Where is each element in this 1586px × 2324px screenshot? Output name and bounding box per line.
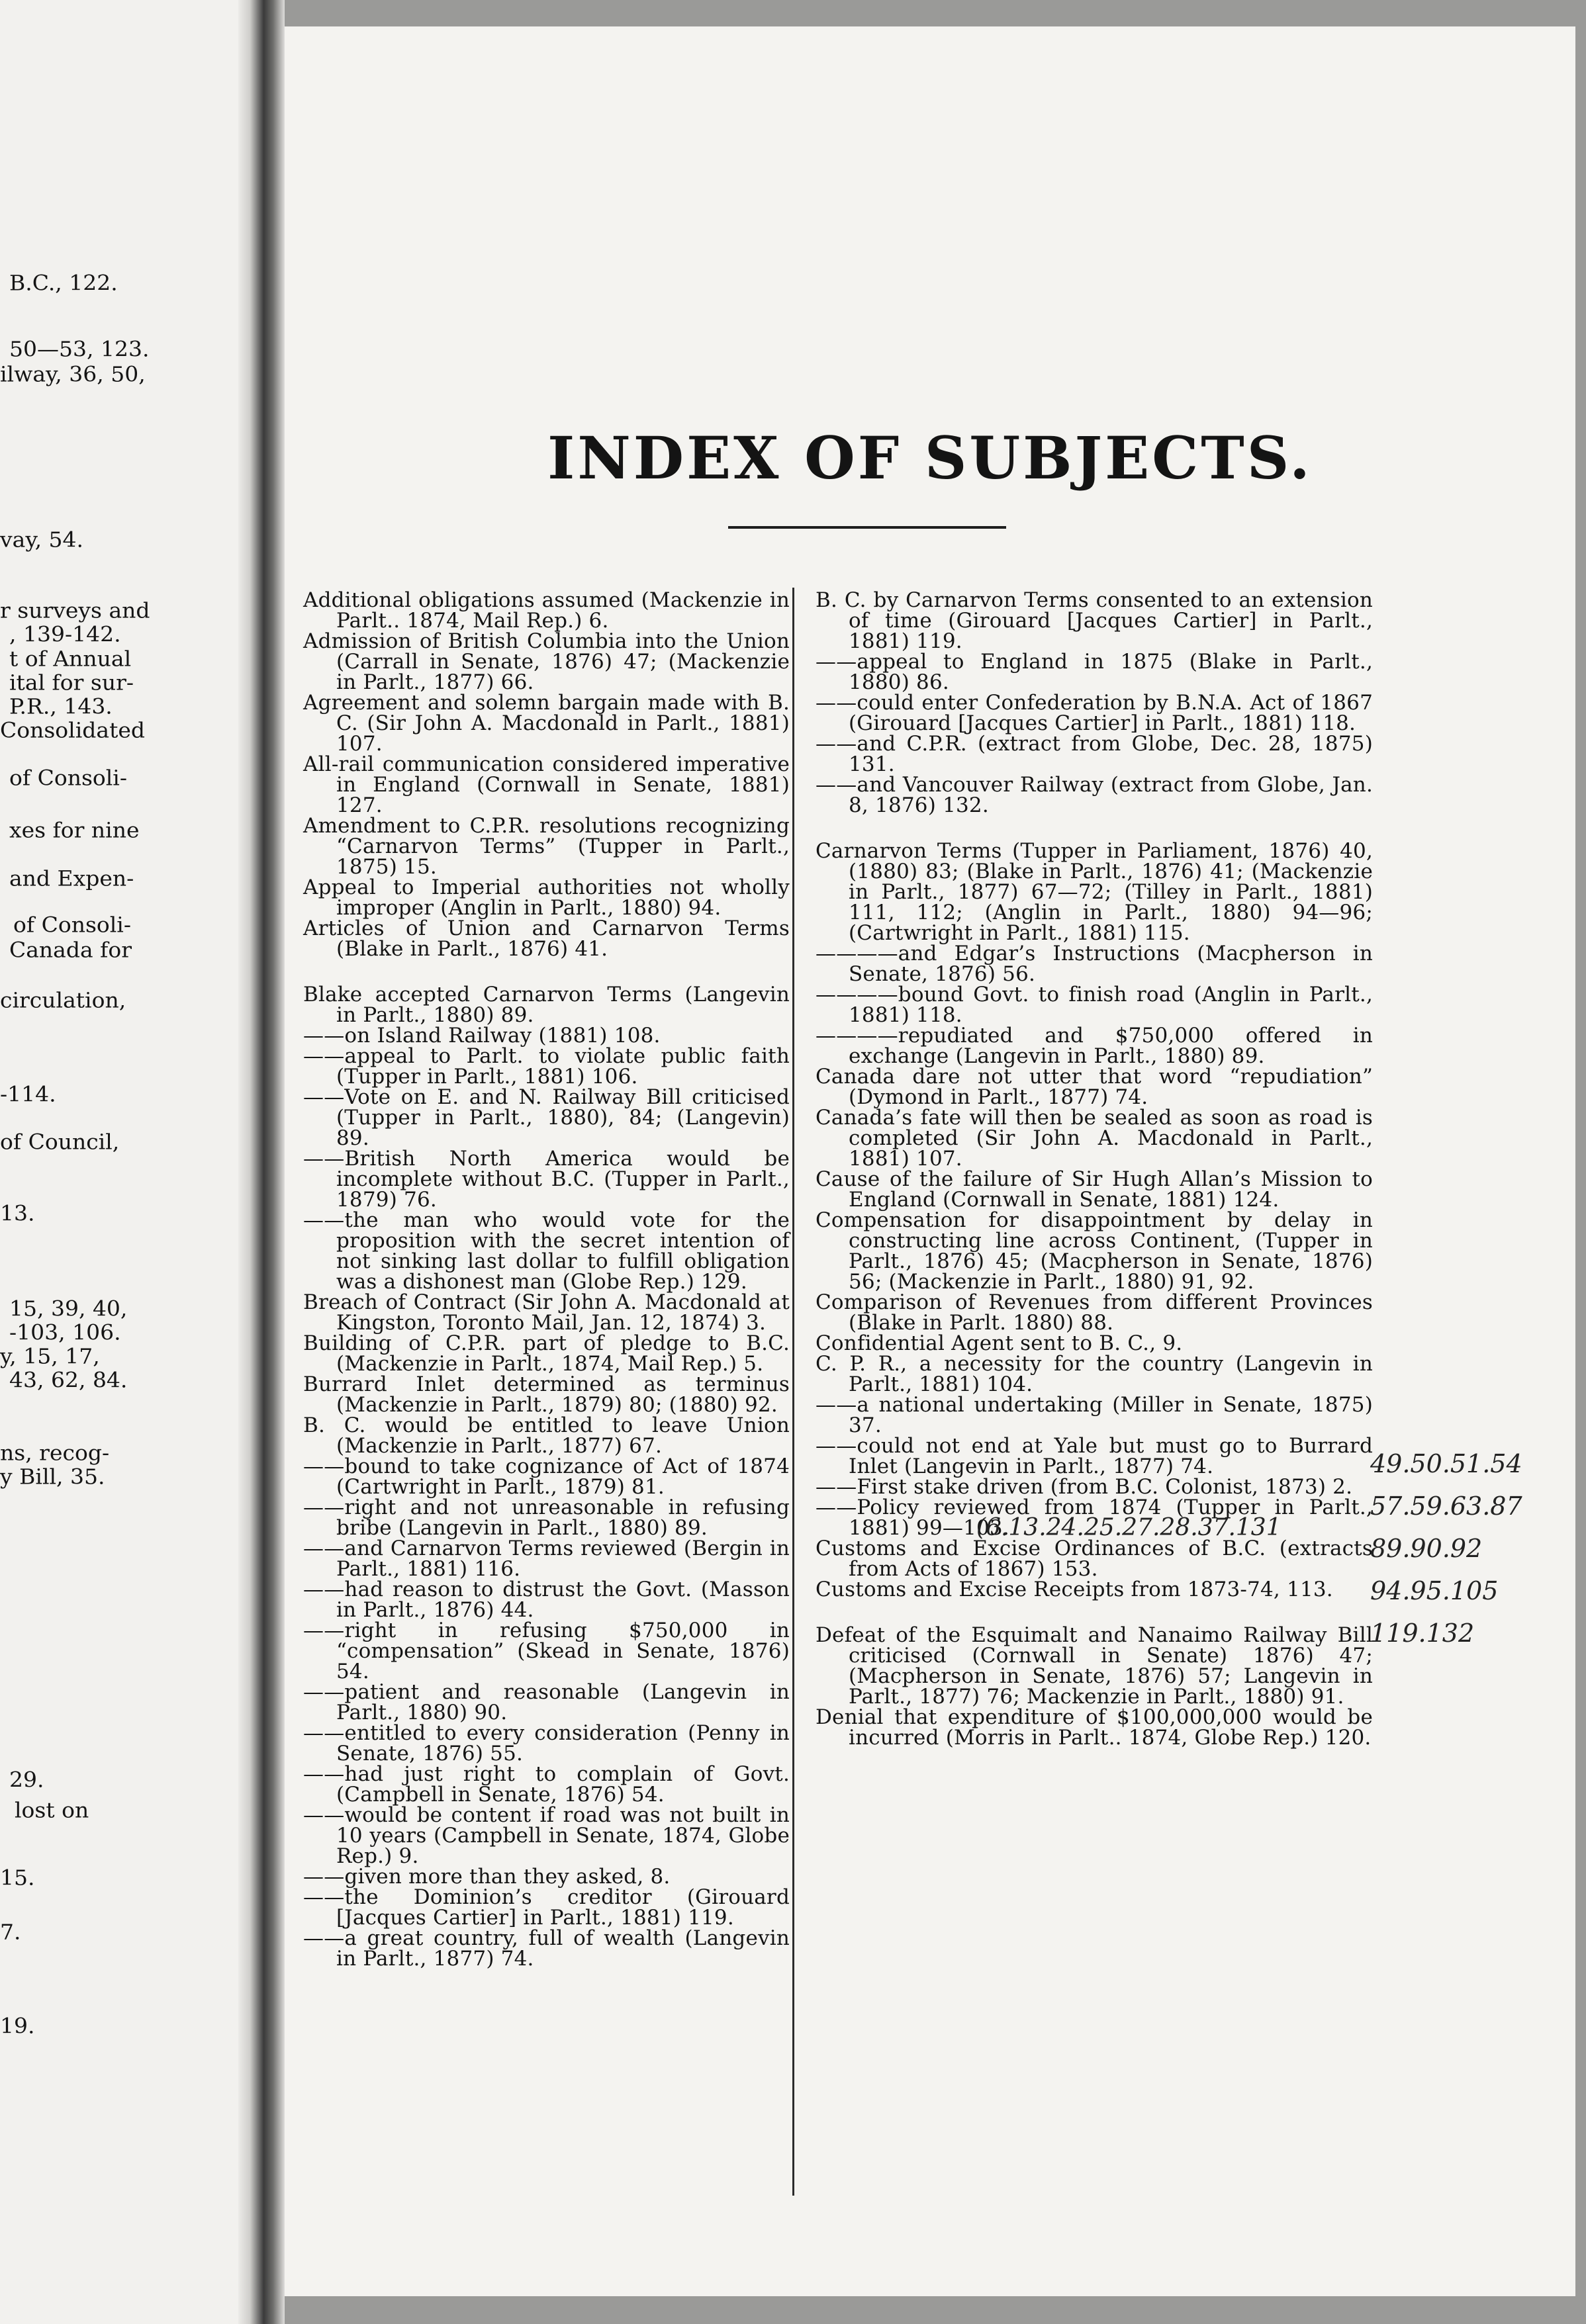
facing-page-text: ilway, 36, 50, [0,361,146,387]
facing-page-text: 43, 62, 84. [9,1367,128,1393]
handwritten-note: 57.59.63.87 [1370,1492,1522,1521]
facing-page-text: 19. [0,2013,35,2039]
index-entry: B. C. would be entitled to leave Union (Mackenzie in Parlt., 1877) 67. [303,1413,790,1458]
facing-page-text: 7. [0,1919,21,1945]
index-entry: ——the Dominion’s creditor (Girouard [Jacques Cartier] in Parlt., 1881) 119. [303,1885,790,1930]
index-entry: Confidential Agent sent to B. C., 9. [816,1331,1183,1355]
handwritten-note: 49.50.51.54 [1370,1449,1522,1478]
index-entry: ——and C.P.R. (extract from Globe, Dec. 28, 1875) 131. [816,732,1373,776]
index-entry: Customs and Excise Receipts from 1873-74, 113. [816,1578,1333,1601]
facing-page-text: 15, 39, 40, [9,1296,128,1321]
handwritten-note: 119.132 [1370,1619,1475,1648]
index-entry: ——the man who would vote for the proposition with the secret intention of not sinking last dollar to fulfill obligation was a dishonest man (Globe Rep.) 129. [303,1208,790,1294]
index-entry: Admission of British Columbia into the Union (Carrall in Senate, 1876) 47; (Mackenzie in Parlt., 1877) 66. [303,629,790,694]
facing-page-text: circulation, [0,987,126,1013]
facing-page-text: vay, 54. [0,527,84,553]
index-entry: C. P. R., a necessity for the country (Langevin in Parlt., 1881) 104. [816,1352,1373,1396]
book-gutter [238,0,285,2324]
index-entry: Carnarvon Terms (Tupper in Parliament, 1876) 40, (1880) 83; (Blake in Parlt., 1876) 41; (Mackenzie in Parlt., 1877) 67—72; (Tilley in Parlt., 1881) 111, 112; (Anglin in Parlt., 1880) 94—96; (Cartwright in Parlt., 1881) 115. [816,839,1373,945]
index-entry: ——First stake driven (from B.C. Colonist, 1873) 2. [816,1475,1353,1499]
facing-page-text: 15. [0,1865,35,1891]
index-entry: B. C. by Carnarvon Terms consented to an extension of time (Girouard [Jacques Cartier] in Parlt., 1881) 119. [816,588,1373,653]
title-rule [728,526,1006,529]
index-entry: ————and Edgar’s Instructions (Macpherson in Senate, 1876) 56. [816,942,1373,986]
index-entry: ——right in refusing $750,000 in “compensation” (Skead in Senate, 1876) 54. [303,1619,790,1683]
handwritten-inline-note: (6.13.24.25.27.28.37.131 [976,1514,1282,1541]
index-entry: ————bound Govt. to finish road (Anglin in Parlt., 1881) 118. [816,983,1373,1027]
index-entry: ——Policy reviewed from 1874 (Tupper in Parlt., 1881) 99—103. [816,1496,1373,1540]
facing-page-text: r surveys and [0,598,150,623]
facing-page-text: 13. [0,1200,35,1226]
index-entry: ——a national undertaking (Miller in Senate, 1875) 37. [816,1393,1373,1437]
index-entry: ——had reason to distrust the Govt. (Masson in Parlt., 1876) 44. [303,1578,790,1622]
facing-page-text: y Bill, 35. [0,1464,105,1490]
facing-page-text: of Consoli- [9,765,128,791]
facing-page-text: B.C., 122. [9,270,118,296]
index-entry: Blake accepted Carnarvon Terms (Langevin in Parlt., 1880) 89. [303,983,790,1027]
facing-page-text: ital for sur- [9,670,134,695]
index-entry: All-rail communication considered imperative in England (Cornwall in Senate, 1881) 127. [303,752,790,817]
index-entry: ——and Vancouver Railway (extract from Globe, Jan. 8, 1876) 132. [816,773,1373,817]
index-entry: ——bound to take cognizance of Act of 1874 (Cartwright in Parlt., 1879) 81. [303,1454,790,1499]
index-entry: ——right and not unreasonable in refusing bribe (Langevin in Parlt., 1880) 89. [303,1496,790,1540]
facing-page-text: P.R., 143. [9,693,113,719]
column-divider [792,588,794,2196]
index-entry: Canada’s fate will then be sealed as soon as road is completed (Sir John A. Macdonald in Parlt., 1881) 107. [816,1106,1373,1171]
index-entry: ——entitled to every consideration (Penny in Senate, 1876) 55. [303,1721,790,1765]
index-entry: Defeat of the Esquimalt and Nanaimo Railway Bill criticised (Cornwall in Senate) 1876) 47; (Macpherson in Senate, 1876) 57; Langevin in Parlt., 1877) 76; Mackenzie in Parlt., 1880) 91. [816,1623,1373,1709]
index-entry: ——appeal to England in 1875 (Blake in Parlt., 1880) 86. [816,650,1373,694]
index-entry: ————repudiated and $750,000 offered in exchange (Langevin in Parlt., 1880) 89. [816,1024,1373,1068]
facing-page-text: of Council, [0,1129,120,1155]
index-column-left [303,590,790,1969]
facing-page-text: ns, recog- [0,1440,110,1466]
index-entry: Denial that expenditure of $100,000,000 would be incurred (Morris in Parlt.. 1874, Globe Rep.) 120. [816,1705,1373,1750]
index-entry: Comparison of Revenues from different Provinces (Blake in Parlt. 1880) 88. [816,1290,1373,1335]
facing-page-text: -103, 106. [9,1319,121,1345]
facing-page-text: t of Annual [9,646,132,672]
handwritten-note: 94.95.105 [1370,1576,1499,1605]
index-entry: Canada dare not utter that word “repudiation” (Dymond in Parlt., 1877) 74. [816,1065,1373,1109]
index-entry: ——could enter Confederation by B.N.A. Act of 1867 (Girouard [Jacques Cartier] in Parlt., 1881) 118. [816,691,1373,735]
index-entry: Compensation for disappointment by delay in constructing line across Continent, (Tupper in Parlt., 1876) 45; (Macpherson in Senate, 1876) 56; (Mackenzie in Parlt., 1880) 91, 92. [816,1208,1373,1294]
index-entry: Agreement and solemn bargain made with B. C. (Sir John A. Macdonald in Parlt., 1881) 107. [303,691,790,756]
index-entry: ——Vote on E. and N. Railway Bill criticised (Tupper in Parlt., 1880), 84; (Langevin) 89. [303,1085,790,1150]
index-entry: Breach of Contract (Sir John A. Macdonald at Kingston, Toronto Mail, Jan. 12, 1874) 3. [303,1290,790,1335]
facing-page-text: y, 15, 17, [0,1343,100,1369]
page-title: INDEX OF SUBJECTS. [547,424,1313,492]
index-entry: Appeal to Imperial authorities not wholly improper (Anglin in Parlt., 1880) 94. [303,875,790,920]
index-entry: ——a great country, full of wealth (Langevin in Parlt., 1877) 74. [303,1926,790,1971]
facing-page-text: and Expen- [9,866,134,891]
facing-page-fragment [0,0,238,2324]
index-entry: ——and Carnarvon Terms reviewed (Bergin in Parlt., 1881) 116. [303,1537,790,1581]
index-entry: Amendment to C.P.R. resolutions recognizing “Carnarvon Terms” (Tupper in Parlt., 1875) 15. [303,814,790,879]
facing-page-text: -114. [0,1081,56,1107]
index-entry: Building of C.P.R. part of pledge to B.C. (Mackenzie in Parlt., 1874, Mail Rep.) 5. [303,1331,790,1376]
index-entry: Customs and Excise Ordinances of B.C. (extracts from Acts of 1867) 153. [816,1537,1373,1581]
facing-page-text: of Consoli- [13,912,132,938]
index-entry: ——given more than they asked, 8. [303,1865,671,1889]
index-page [285,26,1575,2296]
index-entry: ——could not end at Yale but must go to Burrard Inlet (Langevin in Parlt., 1877) 74. [816,1434,1373,1478]
index-entry: ——appeal to Parlt. to violate public faith (Tupper in Parlt., 1881) 106. [303,1044,790,1089]
index-column-right [816,590,1373,1748]
handwritten-margin-notes [1370,1443,1569,1654]
index-entry: Additional obligations assumed (Mackenzie in Parlt.. 1874, Mail Rep.) 6. [303,588,790,633]
index-entry: ——would be content if road was not built in 10 years (Campbell in Senate, 1874, Globe Rep.) 9. [303,1803,790,1868]
facing-page-text: Canada for [9,937,132,963]
index-entry: ——had just right to complain of Govt. (Campbell in Senate, 1876) 54. [303,1762,790,1807]
facing-page-text: , 139-142. [9,621,121,647]
handwritten-note: 89.90.92 [1370,1534,1483,1563]
index-entry: ——British North America would be incomplete without B.C. (Tupper in Parlt., 1879) 76. [303,1147,790,1212]
index-entry: Burrard Inlet determined as terminus (Mackenzie in Parlt., 1879) 80; (1880) 92. [303,1372,790,1417]
facing-page-text: 29. [9,1767,44,1793]
facing-page-text: lost on [15,1797,89,1823]
facing-page-text: Consolidated [0,717,145,743]
facing-page-text: xes for nine [9,817,140,843]
facing-page-text: 50—53, 123. [9,336,150,362]
index-entry: ——on Island Railway (1881) 108. [303,1024,661,1048]
index-entry: ——patient and reasonable (Langevin in Parlt., 1880) 90. [303,1680,790,1724]
index-entry: Articles of Union and Carnarvon Terms (Blake in Parlt., 1876) 41. [303,916,790,961]
index-entry: Cause of the failure of Sir Hugh Allan’s Mission to England (Cornwall in Senate, 1881) 124. [816,1167,1373,1212]
